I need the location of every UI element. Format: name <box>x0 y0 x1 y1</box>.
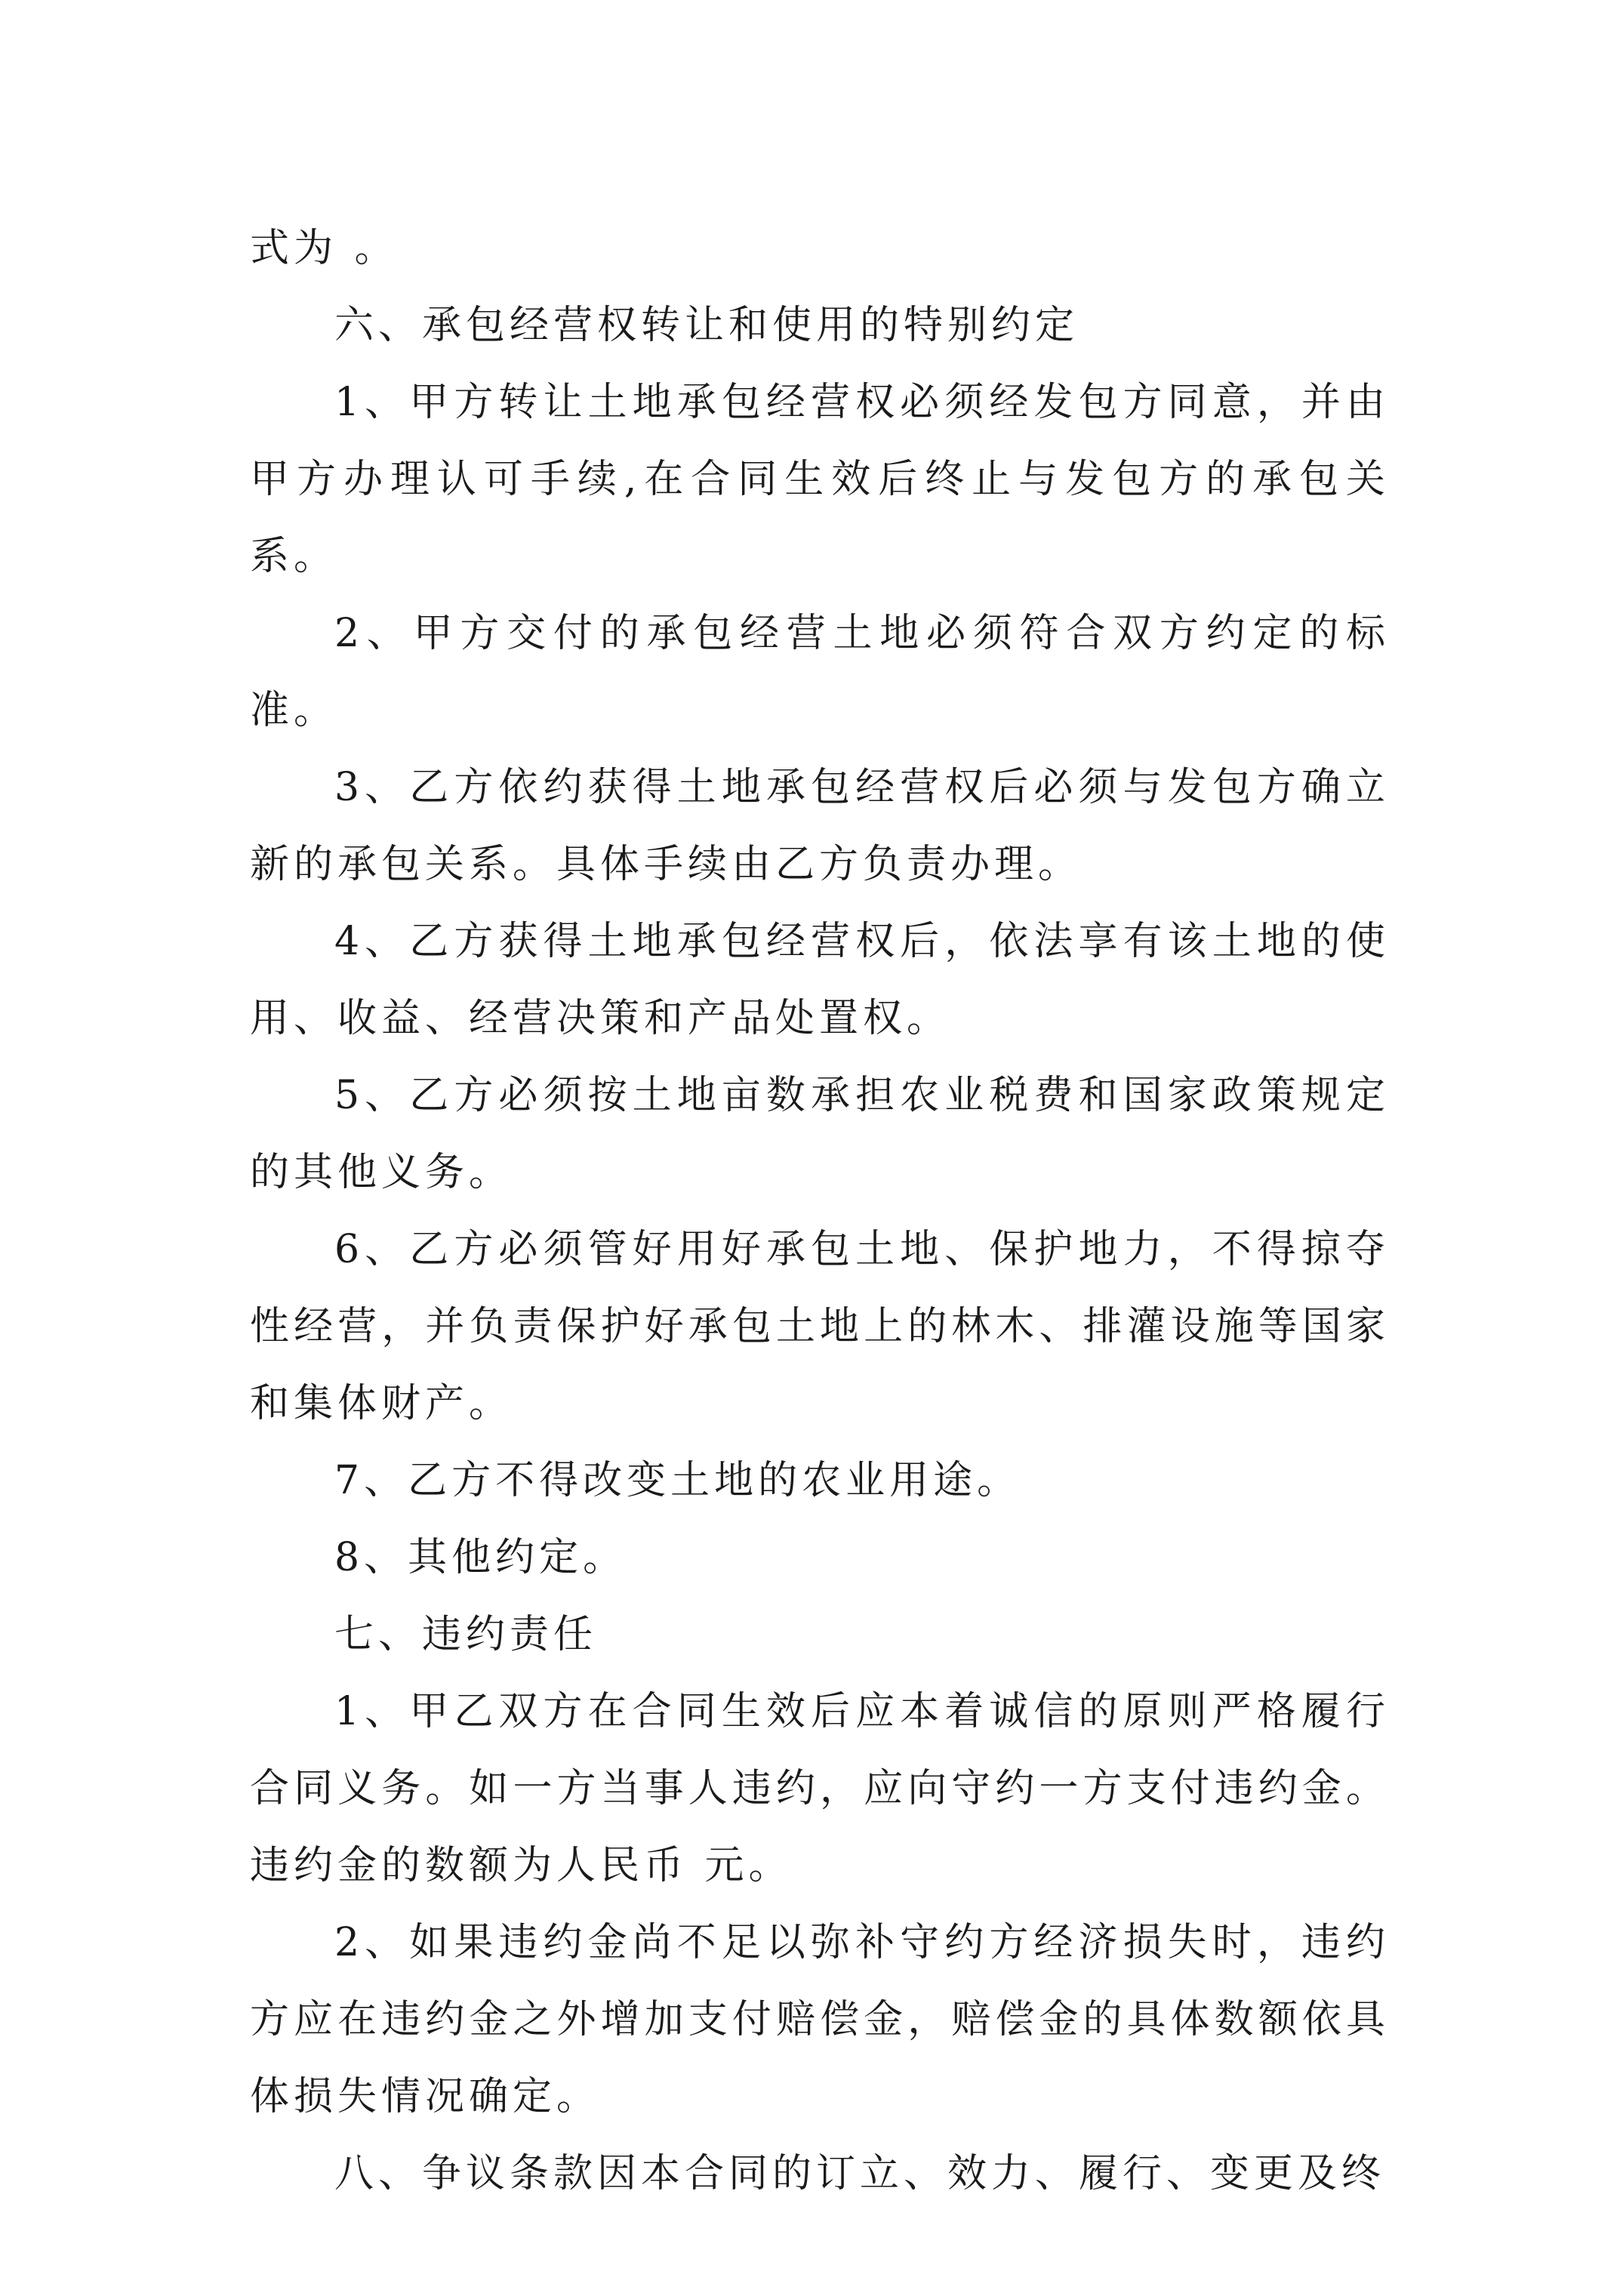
clause-6-1: 1、甲方转让土地承包经营权必须经发包方同意，并由甲方办理认可手续,在合同生效后终止与发包方的承包关系。 <box>250 380 1390 579</box>
section-heading-8: 八、争议条款因本合同的订立、效力、履行、变更及终 <box>334 2151 1386 2196</box>
clause-6-5: 5、乙方必须按土地亩数承担农业税费和国家政策规定的其他义务。 <box>250 1073 1390 1195</box>
clause-6-2: 2、甲方交付的承包经营土地必须符合双方约定的标准。 <box>250 611 1390 733</box>
clause-6-4: 4、乙方获得土地承包经营权后，依法享有该土地的使用、收益、经营决策和产品处置权。 <box>250 919 1390 1041</box>
section-heading-7: 七、违约责任 <box>334 1612 598 1657</box>
clause-6-3: 3、乙方依约获得土地承包经营权后必须与发包方确立新的承包关系。具体手续由乙方负责办理。 <box>250 765 1390 887</box>
clause-6-7: 7、乙方不得改变土地的农业用途。 <box>334 1458 1021 1503</box>
document-body <box>250 210 1390 2212</box>
clause-6-8: 8、其他约定。 <box>334 1535 627 1580</box>
clause-7-1: 1、甲乙双方在合同生效后应本着诚信的原则严格履行合同义务。如一方当事人违约，应向守约一方支付违约金。违约金的数额为人民币 元。 <box>250 1689 1390 1888</box>
clause-6-6: 6、乙方必须管好用好承包土地、保护地力，不得掠夺性经营，并负责保护好承包土地上的林木、排灌设施等国家和集体财产。 <box>250 1227 1390 1426</box>
paragraph-0: 式为 。 <box>250 226 399 271</box>
clause-7-2: 2、如果违约金尚不足以弥补守约方经济损失时，违约方应在违约金之外增加支付赔偿金，赔偿金的具体数额依具体损失情况确定。 <box>250 1920 1390 2119</box>
section-heading-6: 六、承包经营权转让和使用的特别约定 <box>334 303 1079 348</box>
